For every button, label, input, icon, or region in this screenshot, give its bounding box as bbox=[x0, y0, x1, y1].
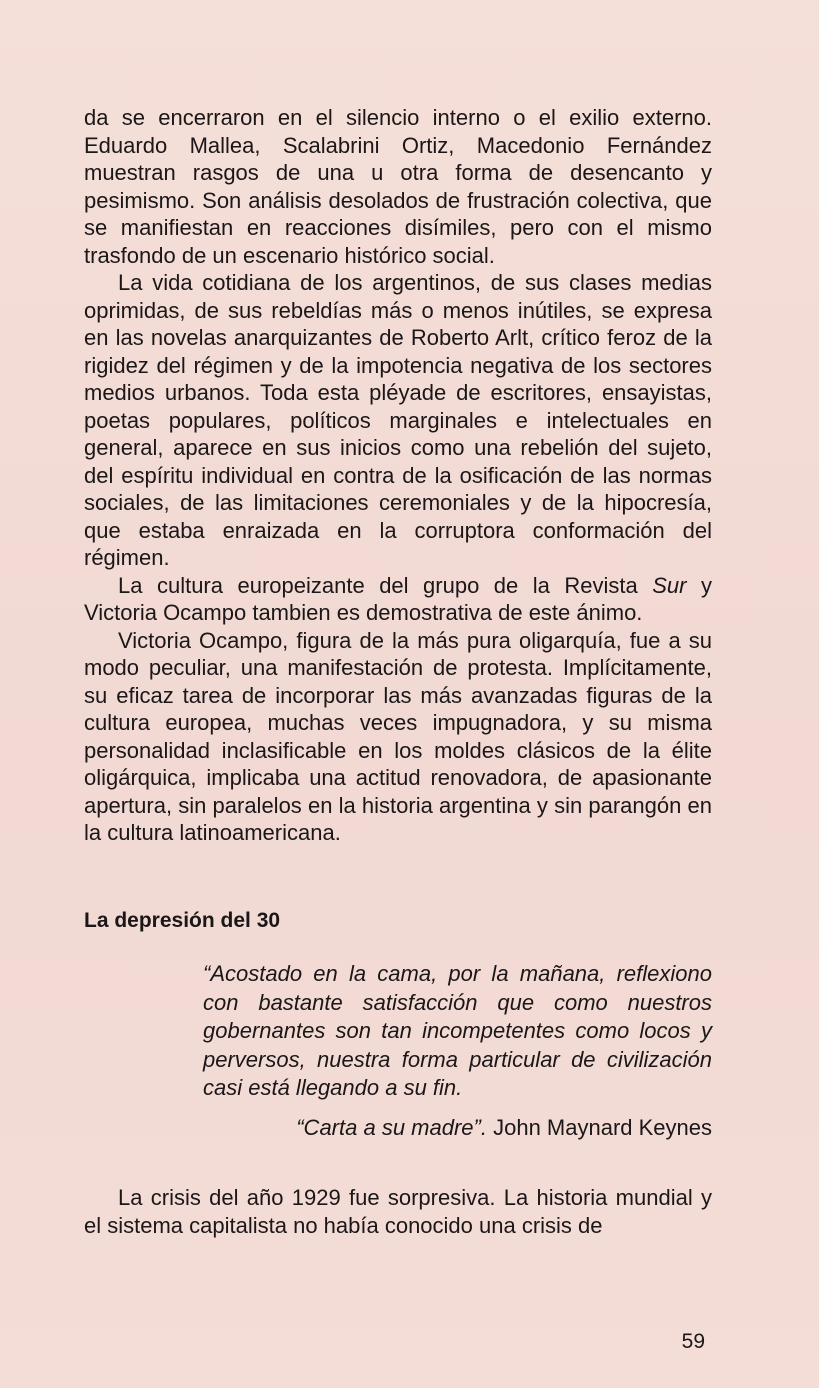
epigraph-quote bbox=[203, 960, 712, 1103]
epigraph-citation bbox=[203, 1115, 712, 1141]
citation-work: “Carta a su madre”. bbox=[296, 1115, 487, 1140]
section-heading: La depresión del 30 bbox=[84, 909, 281, 932]
page-number: 59 bbox=[681, 1330, 705, 1353]
paragraph-crisis: La crisis del año 1929 fue sorpresiva. La historia mundial y el sistema capitalista no había conocido una crisis de bbox=[84, 1185, 712, 1238]
paragraph-sur bbox=[84, 572, 712, 627]
epigraph-text: “Acostado en la cama, por la mañana, reflexiono con bastante satisfacción que como nuestros gobernantes son tan incompetentes como locos y perversos, nuestra forma particular de civilización casi está llegando a su fin. bbox=[203, 961, 712, 1100]
sur-title: Sur bbox=[652, 572, 687, 598]
citation-author: John Maynard Keynes bbox=[493, 1115, 712, 1140]
body-text bbox=[84, 104, 712, 847]
sur-text-before: La cultura europeizante del grupo de la Revista bbox=[118, 572, 653, 598]
paragraph-ocampo: Victoria Ocampo, figura de la más pura oligarquía, fue a su modo peculiar, una manifestación de protesta. Implícitamente, su eficaz tarea de incorporar las más avanzadas figuras de la cultura europea, muchas veces impugnadora, y su misma personalidad inclasificable en los moldes clásicos de la élite oligárquica, implicaba una actitud renovadora, de apasionante apertura, sin paralelos en la historia argentina y sin parangón en la cultura latinoamericana. bbox=[84, 627, 712, 845]
sur-text-after: y Victoria Ocampo tambien es demostrativa de este ánimo. bbox=[84, 572, 712, 625]
paragraph-arlt: La vida cotidiana de los argentinos, de sus clases medias oprimidas, de sus rebeldías más o menos inútiles, se expresa en las novelas anarquizantes de Roberto Arlt, crítico feroz de la rigidez del régimen y de la impotencia negativa de los sectores medios urbanos. Toda esta pléyade de escritores, ensayistas, poetas populares, políticos marginales e intelectuales en general, aparece en sus inicios como una rebelión del sujeto, del espíritu individual en contra de la osificación de las normas sociales, de las limitaciones ceremoniales y de la hipocresía, que estaba enraizada en la corruptora conformación del régimen. bbox=[84, 270, 712, 570]
paragraph-exile: da se encerraron en el silencio interno o el exilio externo. Eduardo Mallea, Scalabrini Ortiz, Macedonio Fernández muestran rasgos de una u otra forma de desencanto y pesimismo. Son análisis desolados de frustración colectiva, que se manifiestan en reacciones disímiles, pero con el mismo trasfondo de un escenario histórico social. bbox=[84, 105, 712, 268]
